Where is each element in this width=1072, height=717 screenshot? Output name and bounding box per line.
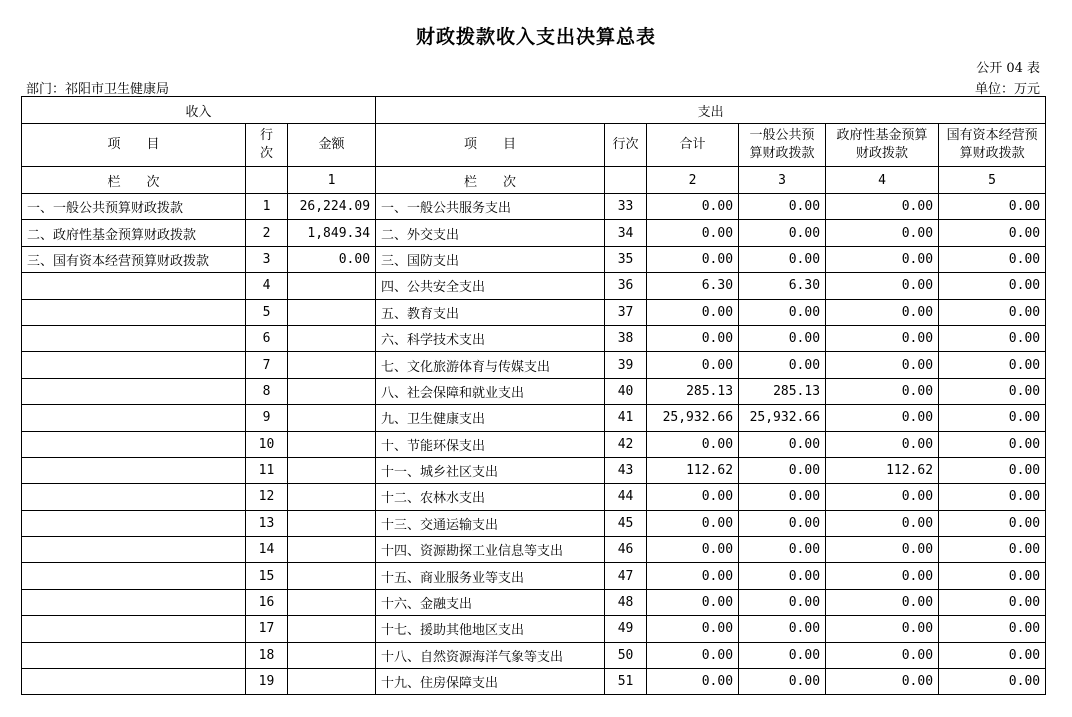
state-capital-cell: 0.00: [939, 220, 1046, 246]
fund-budget-cell: 0.00: [826, 220, 939, 246]
expense-item-cell: 十五、商业服务业等支出: [376, 563, 605, 589]
state-capital-cell: 0.00: [939, 616, 1046, 642]
income-amount-cell: [288, 405, 376, 431]
state-capital-cell: 0.00: [939, 431, 1046, 457]
fund-budget-cell: 0.00: [826, 378, 939, 404]
total-cell: 0.00: [647, 299, 739, 325]
income-amount-cell: [288, 484, 376, 510]
unit-label: 单位：万元: [974, 82, 1040, 97]
total-cell: 285.13: [647, 378, 739, 404]
expense-item-cell: 七、文化旅游体育与传媒支出: [376, 352, 605, 378]
table-row: [22, 325, 1046, 351]
total-cell: 0.00: [647, 246, 739, 272]
general-budget-cell: 0.00: [739, 325, 826, 351]
budget-summary-table: [21, 96, 1046, 695]
column-number-5: 5: [939, 167, 1046, 194]
expense-item-cell: 十二、农林水支出: [376, 484, 605, 510]
income-line-cell: 5: [246, 299, 288, 325]
income-amount-cell: 1,849.34: [288, 220, 376, 246]
fund-budget-cell: 0.00: [826, 325, 939, 351]
table-row: [22, 378, 1046, 404]
general-budget-cell: 0.00: [739, 589, 826, 615]
income-line-cell: 6: [246, 325, 288, 351]
fund-budget-cell: 0.00: [826, 642, 939, 668]
income-line-cell: 11: [246, 457, 288, 483]
expense-line-cell: 43: [605, 457, 647, 483]
state-capital-cell: 0.00: [939, 299, 1046, 325]
fund-budget-cell: 0.00: [826, 299, 939, 325]
expense-line-cell: 34: [605, 220, 647, 246]
expense-item-cell: 五、教育支出: [376, 299, 605, 325]
income-line-cell: 18: [246, 642, 288, 668]
income-amount-cell: [288, 431, 376, 457]
income-line-cell: 4: [246, 273, 288, 299]
income-item-cell: [22, 325, 246, 351]
expense-line-cell: 49: [605, 616, 647, 642]
general-budget-cell: 0.00: [739, 246, 826, 272]
expense-item-header: 项 目: [376, 124, 605, 167]
general-budget-cell: 6.30: [739, 273, 826, 299]
income-line-cell: 10: [246, 431, 288, 457]
table-row: [22, 273, 1046, 299]
expense-item-cell: 十七、援助其他地区支出: [376, 616, 605, 642]
expense-item-cell: 十九、住房保障支出: [376, 669, 605, 695]
table-row: [22, 246, 1046, 272]
expense-line-cell: 36: [605, 273, 647, 299]
total-cell: 112.62: [647, 457, 739, 483]
income-amount-cell: [288, 273, 376, 299]
income-line-cell: 9: [246, 405, 288, 431]
income-item-cell: [22, 484, 246, 510]
table-row: [22, 299, 1046, 325]
expense-item-cell: 十一、城乡社区支出: [376, 457, 605, 483]
expense-line-cell: 41: [605, 405, 647, 431]
income-item-cell: [22, 563, 246, 589]
column-number-4: 4: [826, 167, 939, 194]
total-cell: 0.00: [647, 563, 739, 589]
state-capital-cell: 0.00: [939, 378, 1046, 404]
total-cell: 0.00: [647, 669, 739, 695]
state-capital-cell: 0.00: [939, 194, 1046, 220]
income-item-header: 项 目: [22, 124, 246, 167]
income-item-cell: [22, 431, 246, 457]
income-item-cell: [22, 299, 246, 325]
expense-item-cell: 十六、金融支出: [376, 589, 605, 615]
fund-budget-cell: 0.00: [826, 405, 939, 431]
income-amount-cell: [288, 510, 376, 536]
total-cell: 0.00: [647, 325, 739, 351]
expense-column-label: 栏 次: [376, 167, 605, 194]
table-row: [22, 589, 1046, 615]
state-capital-cell: 0.00: [939, 642, 1046, 668]
income-amount-cell: [288, 299, 376, 325]
expense-line-cell: 44: [605, 484, 647, 510]
general-budget-cell: 0.00: [739, 484, 826, 510]
expense-item-cell: 十八、自然资源海洋气象等支出: [376, 642, 605, 668]
total-cell: 25,932.66: [647, 405, 739, 431]
expense-item-cell: 九、卫生健康支出: [376, 405, 605, 431]
fund-budget-header: 政府性基金预算财政拨款: [826, 124, 939, 167]
total-cell: 0.00: [647, 510, 739, 536]
income-item-cell: [22, 510, 246, 536]
expense-item-cell: 三、国防支出: [376, 246, 605, 272]
general-budget-cell: 0.00: [739, 616, 826, 642]
fund-budget-cell: 0.00: [826, 246, 939, 272]
income-line-cell: 19: [246, 669, 288, 695]
state-capital-cell: 0.00: [939, 273, 1046, 299]
total-cell: 0.00: [647, 220, 739, 246]
general-budget-header: 一般公共预算财政拨款: [739, 124, 826, 167]
total-cell: 0.00: [647, 431, 739, 457]
fund-budget-cell: 0.00: [826, 589, 939, 615]
income-line-cell: 7: [246, 352, 288, 378]
income-amount-cell: 0.00: [288, 246, 376, 272]
income-amount-cell: [288, 325, 376, 351]
header-row-column-numbers: [22, 167, 1046, 194]
income-line-cell: 12: [246, 484, 288, 510]
total-cell: 0.00: [647, 537, 739, 563]
expense-line-cell: 39: [605, 352, 647, 378]
table-row: [22, 484, 1046, 510]
department-label: 部门：祁阳市卫生健康局: [26, 82, 170, 97]
expense-line-cell: 35: [605, 246, 647, 272]
income-line-cell: 8: [246, 378, 288, 404]
income-item-cell: 三、国有资本经营预算财政拨款: [22, 246, 246, 272]
state-capital-cell: 0.00: [939, 352, 1046, 378]
income-line-cell: 15: [246, 563, 288, 589]
table-row: [22, 642, 1046, 668]
expense-item-cell: 八、社会保障和就业支出: [376, 378, 605, 404]
total-cell: 0.00: [647, 616, 739, 642]
income-amount-cell: 26,224.09: [288, 194, 376, 220]
fund-budget-cell: 0.00: [826, 616, 939, 642]
expense-line-header: 行次: [605, 124, 647, 167]
total-cell: 6.30: [647, 273, 739, 299]
state-capital-cell: 0.00: [939, 246, 1046, 272]
income-item-cell: [22, 273, 246, 299]
table-row: [22, 510, 1046, 536]
expense-line-cell: 40: [605, 378, 647, 404]
income-item-cell: [22, 537, 246, 563]
fund-budget-cell: 0.00: [826, 431, 939, 457]
general-budget-cell: 25,932.66: [739, 405, 826, 431]
table-row: [22, 431, 1046, 457]
income-line-cell: 16: [246, 589, 288, 615]
general-budget-cell: 0.00: [739, 510, 826, 536]
general-budget-cell: 0.00: [739, 563, 826, 589]
expense-line-cell: 48: [605, 589, 647, 615]
fund-budget-cell: 0.00: [826, 273, 939, 299]
general-budget-cell: 285.13: [739, 378, 826, 404]
expense-line-cell: 37: [605, 299, 647, 325]
fund-budget-cell: 0.00: [826, 669, 939, 695]
fund-budget-cell: 0.00: [826, 484, 939, 510]
column-number-1: 1: [288, 167, 376, 194]
income-amount-cell: [288, 669, 376, 695]
income-amount-cell: [288, 616, 376, 642]
table-row: [22, 405, 1046, 431]
expense-item-cell: 一、一般公共服务支出: [376, 194, 605, 220]
total-cell: 0.00: [647, 194, 739, 220]
fund-budget-cell: 0.00: [826, 510, 939, 536]
expense-line-cell: 42: [605, 431, 647, 457]
state-capital-cell: 0.00: [939, 405, 1046, 431]
state-capital-cell: 0.00: [939, 589, 1046, 615]
income-column-label: 栏 次: [22, 167, 246, 194]
income-item-cell: [22, 457, 246, 483]
expense-item-cell: 二、外交支出: [376, 220, 605, 246]
income-line-cell: 14: [246, 537, 288, 563]
income-amount-cell: [288, 563, 376, 589]
column-number-3: 3: [739, 167, 826, 194]
income-item-cell: [22, 378, 246, 404]
expense-item-cell: 六、科学技术支出: [376, 325, 605, 351]
total-cell: 0.00: [647, 642, 739, 668]
expense-line-cell: 51: [605, 669, 647, 695]
state-capital-cell: 0.00: [939, 510, 1046, 536]
fund-budget-cell: 112.62: [826, 457, 939, 483]
header-row-columns: [22, 124, 1046, 167]
income-line-cell: 17: [246, 616, 288, 642]
income-amount-cell: [288, 589, 376, 615]
table-row: [22, 220, 1046, 246]
income-item-cell: [22, 352, 246, 378]
expense-section-header: 支出: [376, 97, 1046, 124]
general-budget-cell: 0.00: [739, 352, 826, 378]
total-cell: 0.00: [647, 352, 739, 378]
income-amount-cell: [288, 352, 376, 378]
income-item-cell: [22, 589, 246, 615]
general-budget-cell: 0.00: [739, 642, 826, 668]
fund-budget-cell: 0.00: [826, 563, 939, 589]
income-item-cell: [22, 616, 246, 642]
income-amount-cell: [288, 457, 376, 483]
state-capital-cell: 0.00: [939, 537, 1046, 563]
state-capital-cell: 0.00: [939, 563, 1046, 589]
income-amount-cell: [288, 537, 376, 563]
total-cell: 0.00: [647, 484, 739, 510]
expense-line-cell: 38: [605, 325, 647, 351]
total-header: 合计: [647, 124, 739, 167]
table-row: [22, 352, 1046, 378]
form-code: 公开 04 表: [976, 61, 1040, 76]
expense-item-cell: 十三、交通运输支出: [376, 510, 605, 536]
header-row-sections: [22, 97, 1046, 124]
table-row: [22, 669, 1046, 695]
table-row: [22, 194, 1046, 220]
income-amount-cell: [288, 378, 376, 404]
expense-line-cell: 46: [605, 537, 647, 563]
expense-line-blank: [605, 167, 647, 194]
expense-line-cell: 45: [605, 510, 647, 536]
income-amount-header: 金额: [288, 124, 376, 167]
income-line-cell: 13: [246, 510, 288, 536]
state-capital-cell: 0.00: [939, 325, 1046, 351]
expense-item-cell: 十四、资源勘探工业信息等支出: [376, 537, 605, 563]
state-capital-cell: 0.00: [939, 669, 1046, 695]
income-line-blank: [246, 167, 288, 194]
general-budget-cell: 0.00: [739, 220, 826, 246]
expense-line-cell: 47: [605, 563, 647, 589]
income-item-cell: [22, 405, 246, 431]
income-item-cell: 一、一般公共预算财政拨款: [22, 194, 246, 220]
table-row: [22, 457, 1046, 483]
income-line-header: 行次: [246, 124, 288, 167]
general-budget-cell: 0.00: [739, 457, 826, 483]
income-item-cell: [22, 669, 246, 695]
income-section-header: 收入: [22, 97, 376, 124]
column-number-2: 2: [647, 167, 739, 194]
table-row: [22, 616, 1046, 642]
table-row: [22, 537, 1046, 563]
state-capital-cell: 0.00: [939, 484, 1046, 510]
income-item-cell: 二、政府性基金预算财政拨款: [22, 220, 246, 246]
general-budget-cell: 0.00: [739, 669, 826, 695]
income-line-cell: 1: [246, 194, 288, 220]
general-budget-cell: 0.00: [739, 194, 826, 220]
income-item-cell: [22, 642, 246, 668]
state-capital-header: 国有资本经营预算财政拨款: [939, 124, 1046, 167]
expense-line-cell: 50: [605, 642, 647, 668]
income-amount-cell: [288, 642, 376, 668]
table-row: [22, 563, 1046, 589]
report-title: 财政拨款收入支出决算总表: [415, 26, 656, 48]
expense-item-cell: 四、公共安全支出: [376, 273, 605, 299]
fund-budget-cell: 0.00: [826, 352, 939, 378]
income-line-cell: 3: [246, 246, 288, 272]
general-budget-cell: 0.00: [739, 299, 826, 325]
general-budget-cell: 0.00: [739, 537, 826, 563]
fund-budget-cell: 0.00: [826, 194, 939, 220]
state-capital-cell: 0.00: [939, 457, 1046, 483]
income-line-cell: 2: [246, 220, 288, 246]
expense-item-cell: 十、节能环保支出: [376, 431, 605, 457]
general-budget-cell: 0.00: [739, 431, 826, 457]
fund-budget-cell: 0.00: [826, 537, 939, 563]
expense-line-cell: 33: [605, 194, 647, 220]
total-cell: 0.00: [647, 589, 739, 615]
